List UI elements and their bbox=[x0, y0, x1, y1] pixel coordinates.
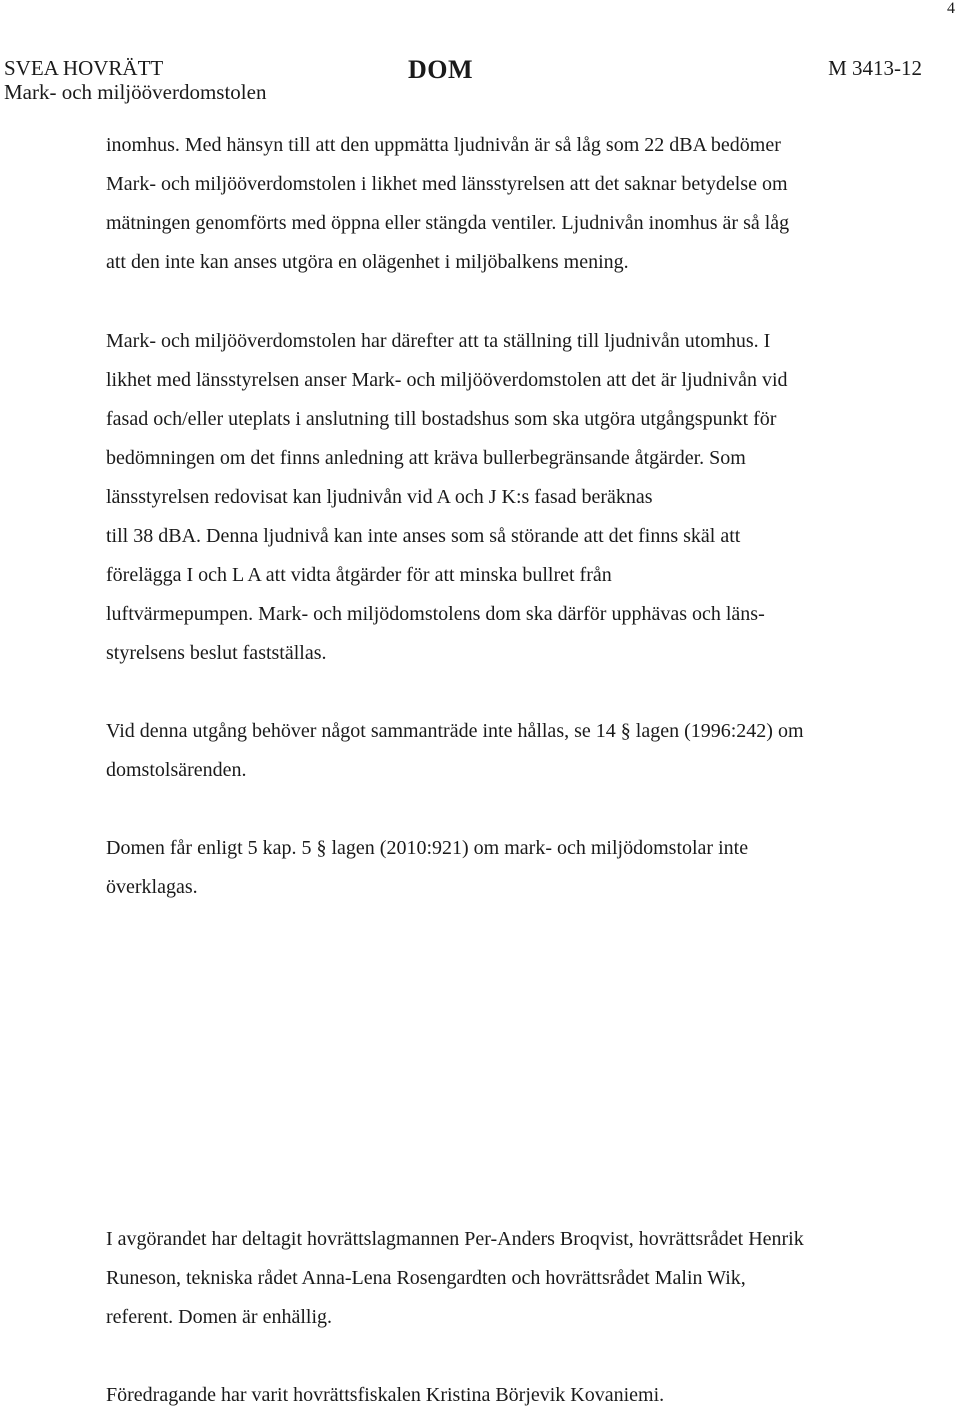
text-line: luftvärmepumpen. Mark- och miljödomstolens dom ska därför upphävas och läns- bbox=[106, 603, 765, 625]
paragraph-indoor-noise bbox=[106, 126, 789, 282]
text-line: Runeson, tekniska rådet Anna-Lena Rosengardten och hovrättsrådet Malin Wik, bbox=[106, 1267, 746, 1289]
text-line: Mark- och miljööverdomstolen har därefter att ta ställning till ljudnivån utomhus. I bbox=[106, 330, 771, 352]
text-line: förelägga I och L A att vidta åtgärder för att minska bullret från bbox=[106, 564, 612, 586]
paragraph-hearing bbox=[106, 712, 804, 790]
paragraph-rapporteur bbox=[106, 1376, 664, 1415]
text-line: fasad och/eller uteplats i anslutning till bostadshus som ska utgöra utgångspunkt för bbox=[106, 408, 777, 430]
text-line: att den inte kan anses utgöra en olägenhet i miljöbalkens mening. bbox=[106, 251, 629, 273]
text-line: Domen får enligt 5 kap. 5 § lagen (2010:921) om mark- och miljödomstolar inte bbox=[106, 837, 749, 859]
text-line: Vid denna utgång behöver något sammanträde inte hållas, se 14 § lagen (1996:242) om bbox=[106, 720, 804, 742]
paragraph-outdoor-noise bbox=[106, 322, 788, 673]
page-number: 4 bbox=[947, 0, 955, 17]
court-division: Mark- och miljööverdomstolen bbox=[4, 80, 267, 104]
court-name: SVEA HOVRÄTT bbox=[4, 56, 164, 80]
text-line: överklagas. bbox=[106, 876, 198, 898]
case-number: M 3413-12 bbox=[828, 56, 922, 80]
text-line: Föredragande har varit hovrättsfiskalen Kristina Börjevik Kovaniemi. bbox=[106, 1384, 665, 1406]
text-line: Mark- och miljööverdomstolen i likhet med länsstyrelsen att det saknar betydelse om bbox=[106, 173, 788, 195]
text-line: styrelsens beslut fastställas. bbox=[106, 642, 327, 664]
text-line: referent. Domen är enhällig. bbox=[106, 1306, 333, 1328]
text-line: likhet med länsstyrelsen anser Mark- och miljööverdomstolen att det är ljudnivån vid bbox=[106, 369, 788, 391]
text-line: I avgörandet har deltagit hovrättslagmannen Per-Anders Broqvist, hovrättsrådet Henrik bbox=[106, 1228, 804, 1250]
text-line: domstolsärenden. bbox=[106, 759, 247, 781]
paragraph-judges bbox=[106, 1220, 804, 1337]
text-line: bedömningen om det finns anledning att kräva bullerbegränsande åtgärder. Som bbox=[106, 447, 746, 469]
text-line: länsstyrelsen redovisat kan ljudnivån vid A och J K:s fasad beräknas bbox=[106, 486, 653, 508]
text-line: inomhus. Med hänsyn till att den uppmätta ljudnivån är så låg som 22 dBA bedömer bbox=[106, 134, 781, 156]
text-line: mätningen genomförts med öppna eller stängda ventiler. Ljudnivån inomhus är så låg bbox=[106, 212, 790, 234]
court-header bbox=[4, 56, 266, 104]
text-line: till 38 dBA. Denna ljudnivå kan inte anses som så störande att det finns skäl att bbox=[106, 525, 741, 547]
paragraph-appeal bbox=[106, 829, 748, 907]
document-type: DOM bbox=[408, 55, 474, 84]
